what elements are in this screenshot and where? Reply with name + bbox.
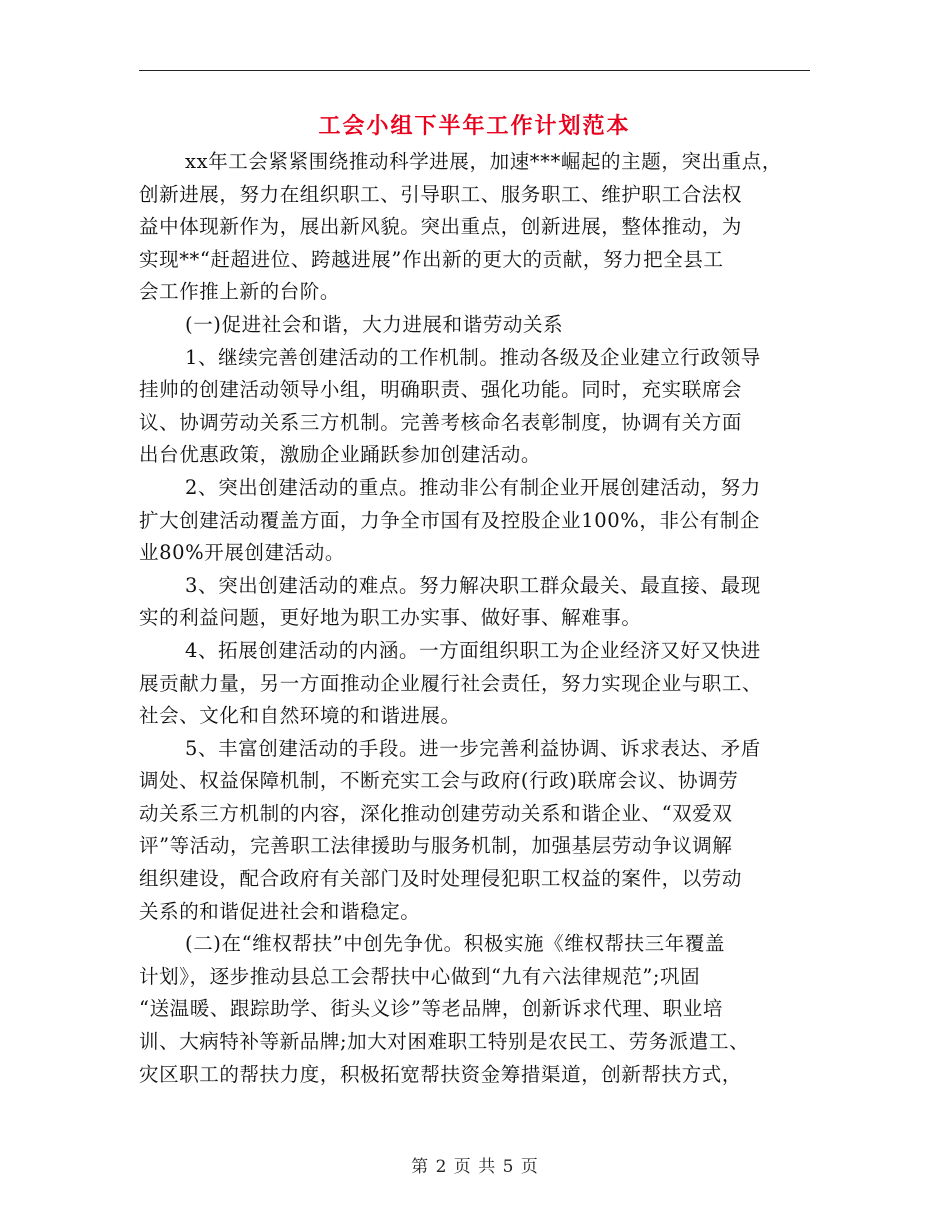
text-line: 灾区职工的帮扶力度，积极拓宽帮扶资金筹措渠道，创新帮扶方式， <box>139 1062 743 1086</box>
text-line: 展贡献力量，另一方面推动企业履行社会责任，努力实现企业与职工、 <box>139 671 763 695</box>
text-line: 3、突出创建活动的难点。努力解决职工群众最关、最直接、最现 <box>185 573 761 597</box>
document-title: 工会小组下半年工作计划范本 <box>318 113 631 139</box>
text-line: 创新进展，努力在组织职工、引导职工、服务职工、维护职工合法权 <box>139 182 743 206</box>
page-footer: 第 2 页 共 5 页 <box>411 1157 539 1177</box>
text-line: 业80%开展创建活动。 <box>139 541 345 565</box>
text-line: 4、拓展创建活动的内涵。一方面组织职工为企业经济又好又快进 <box>185 638 761 662</box>
text-line: (一)促进社会和谐，大力进展和谐劳动关系 <box>185 312 564 336</box>
text-line: 组织建设，配合政府有关部门及时处理侵犯职工权益的案件，以劳动 <box>139 867 743 891</box>
text-line: xx年工会紧紧围绕推动科学进展，加速***崛起的主题，突出重点， <box>185 150 782 173</box>
text-line: 出台优惠政策，激励企业踊跃参加创建活动。 <box>139 443 542 467</box>
header-rule <box>139 70 810 71</box>
text-line: 挂帅的创建活动领导小组，明确职责、强化功能。同时，充实联席会 <box>139 378 743 402</box>
text-line: 1、继续完善创建活动的工作机制。推动各级及企业建立行政领导 <box>185 345 761 369</box>
text-line: 计划》，逐步推动县总工会帮扶中心做到“九有六法律规范”;巩固 <box>139 964 701 988</box>
text-line: 益中体现新作为，展出新风貌。突出重点，创新进展，整体推动，为 <box>139 215 743 239</box>
text-line: 训、大病特补等新品牌;加大对困难职工特别是农民工、劳务派遣工、 <box>139 1030 750 1054</box>
text-line: 关系的和谐促进社会和谐稳定。 <box>139 899 421 923</box>
text-line: 会工作推上新的台阶。 <box>139 280 341 304</box>
text-line: (二)在“维权帮扶”中创先争优。积极实施《维权帮扶三年覆盖 <box>185 932 726 956</box>
text-line: “送温暖、跟踪助学、街头义诊”等老品牌，创新诉求代理、职业培 <box>139 997 723 1021</box>
text-line: 2、突出创建活动的重点。推动非公有制企业开展创建活动，努力 <box>185 475 761 499</box>
text-line: 实的利益问题，更好地为职工办实事、做好事、解难事。 <box>139 606 642 630</box>
text-line: 评”等活动，完善职工法律援助与服务机制，加强基层劳动争议调解 <box>139 834 733 858</box>
text-line: 社会、文化和自然环境的和谐进展。 <box>139 704 461 728</box>
text-line: 实现**“赶超进位、跨越进展”作出新的更大的贡献，努力把全县工 <box>139 247 724 271</box>
text-line: 调处、权益保障机制，不断充实工会与政府(行政)联席会议、协调劳 <box>139 769 739 793</box>
text-line: 扩大创建活动覆盖方面，力争全市国有及控股企业100%，非公有制企 <box>139 508 760 532</box>
document-body <box>139 146 819 1091</box>
text-line: 动关系三方机制的内容，深化推动创建劳动关系和谐企业、“双爱双 <box>139 801 733 825</box>
text-line: 5、丰富创建活动的手段。进一步完善利益协调、诉求表达、矛盾 <box>185 736 761 760</box>
text-line: 议、协调劳动关系三方机制。完善考核命名表彰制度，协调有关方面 <box>139 410 743 434</box>
